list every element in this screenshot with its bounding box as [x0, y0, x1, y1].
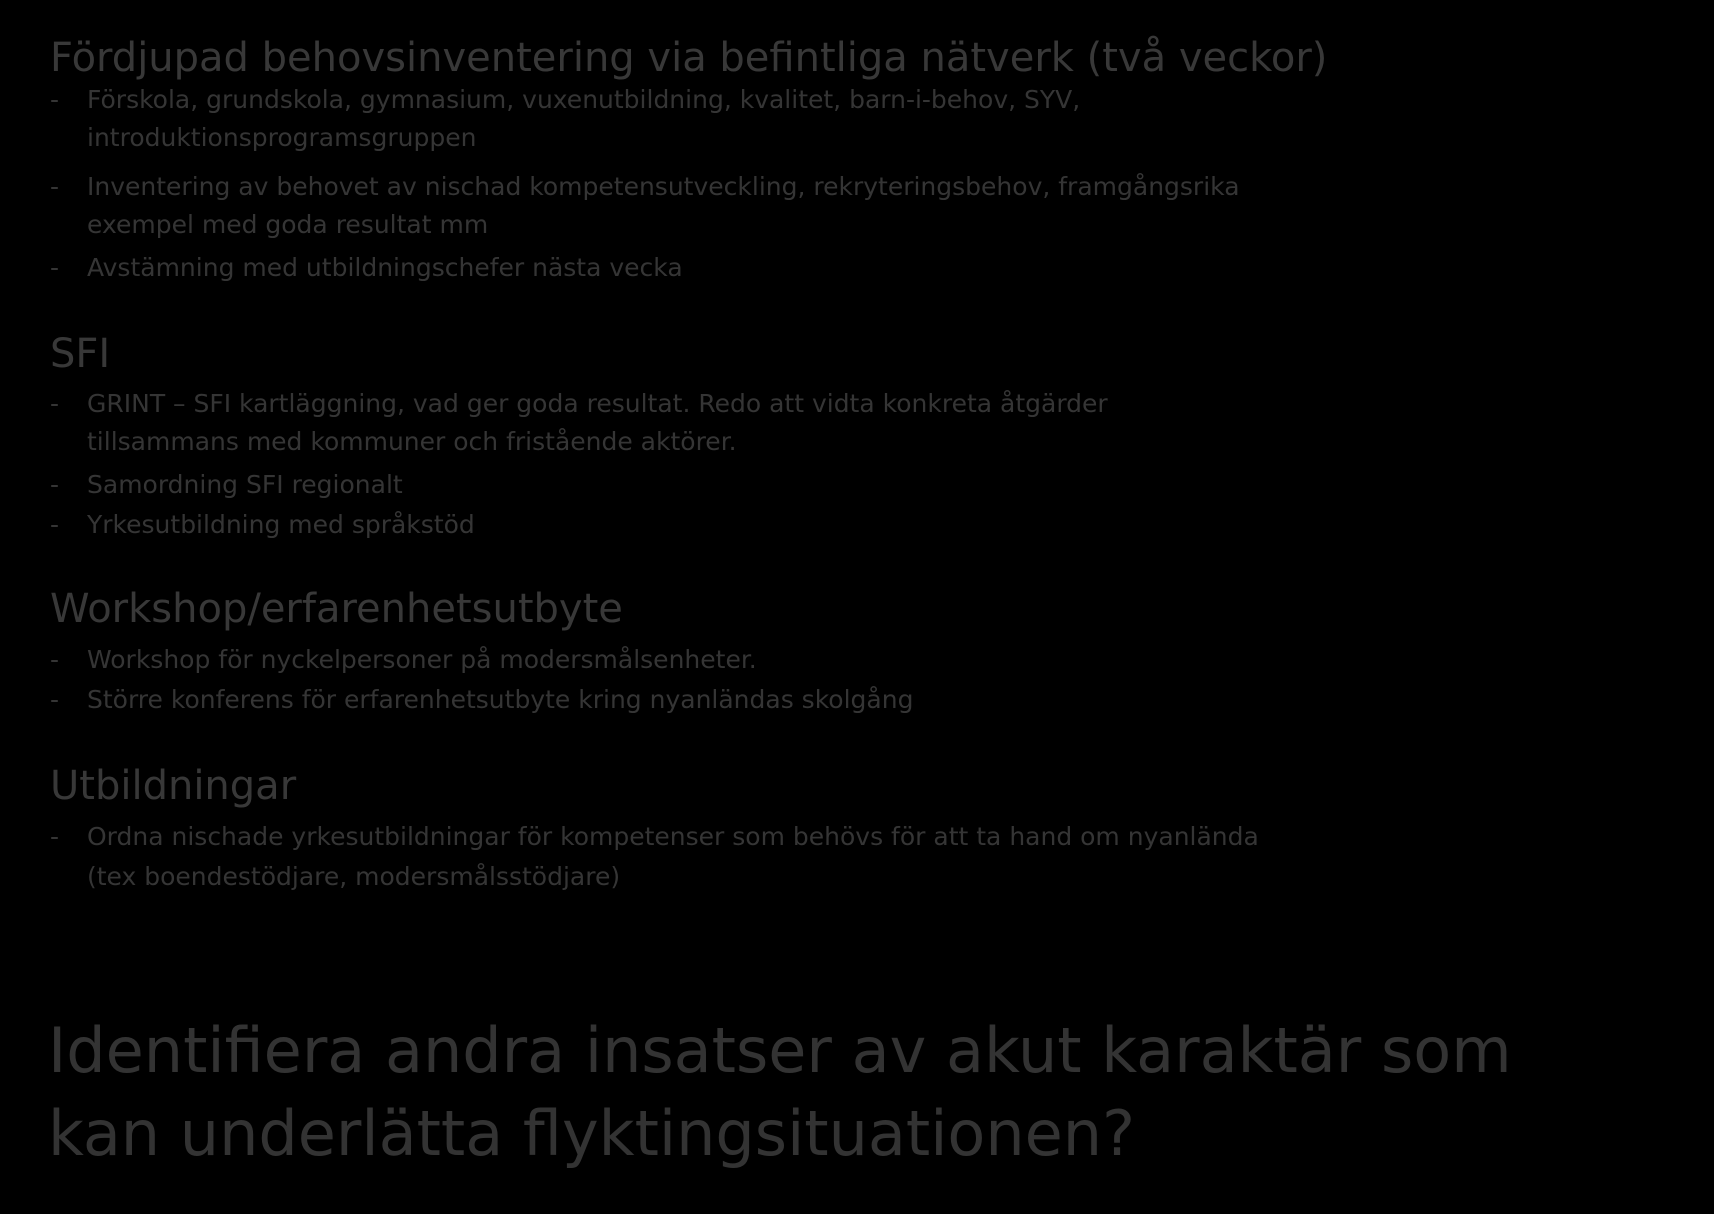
list-item-text: Avstämning med utbildningschefer nästa vecka [87, 253, 683, 282]
list-item-text: Förskola, grundskola, gymnasium, vuxenutbildning, kvalitet, barn-i-behov, SYV, [87, 85, 1081, 114]
list-item-text: Ordna nischade yrkesutbildningar för kompetenser som behövs för att ta hand om nyanlända [87, 822, 1259, 851]
list-item-text: GRINT – SFI kartläggning, vad ger goda resultat. Redo att vidta konkreta åtgärder [87, 389, 1108, 418]
list-item-text: Inventering av behovet av nischad kompetensutveckling, rekryteringsbehov, framgångsrika [87, 172, 1240, 201]
bullet-dash: - [50, 172, 60, 201]
list-item [50, 818, 1670, 856]
bullet-dash: - [50, 85, 60, 114]
list-item [50, 81, 1670, 119]
list-item [50, 641, 1670, 679]
list-item [50, 168, 1670, 206]
bullet-dash: - [50, 389, 60, 418]
bullet-dash: - [50, 645, 60, 674]
bullet-dash: - [50, 510, 60, 539]
list-item-text: Yrkesutbildning med språkstöd [87, 510, 475, 539]
bullet-dash: - [50, 470, 60, 499]
bullet-dash: - [50, 822, 60, 851]
list-item-continuation: (tex boendestödjare, modersmålsstödjare) [87, 862, 621, 891]
closing-question-line-1: Identifiera andra insatser av akut karaktär som [48, 1014, 1512, 1087]
list-item [50, 681, 1670, 719]
section-heading-workshop: Workshop/erfarenhetsutbyte [50, 586, 623, 632]
list-item-text: Större konferens för erfarenhetsutbyte kring nyanländas skolgång [87, 685, 914, 714]
section-heading-utbildningar: Utbildningar [50, 763, 297, 809]
list-item-continuation: tillsammans med kommuner och fristående aktörer. [87, 427, 737, 456]
bullet-dash: - [50, 685, 60, 714]
list-item [50, 385, 1670, 423]
list-item [50, 506, 1670, 544]
bullet-dash: - [50, 253, 60, 282]
section-heading-behovsinventering: Fördjupad behovsinventering via befintliga nätverk (två veckor) [50, 35, 1328, 81]
closing-question-line-2: kan underlätta flyktingsituationen? [48, 1097, 1135, 1170]
list-item-text: Samordning SFI regionalt [87, 470, 403, 499]
list-item-text: Workshop för nyckelpersoner på modersmålsenheter. [87, 645, 757, 674]
list-item-continuation: introduktionsprogramsgruppen [87, 123, 477, 152]
list-item-continuation: exempel med goda resultat mm [87, 210, 489, 239]
section-heading-sfi: SFI [50, 331, 111, 377]
list-item [50, 249, 1670, 287]
list-item [50, 466, 1670, 504]
